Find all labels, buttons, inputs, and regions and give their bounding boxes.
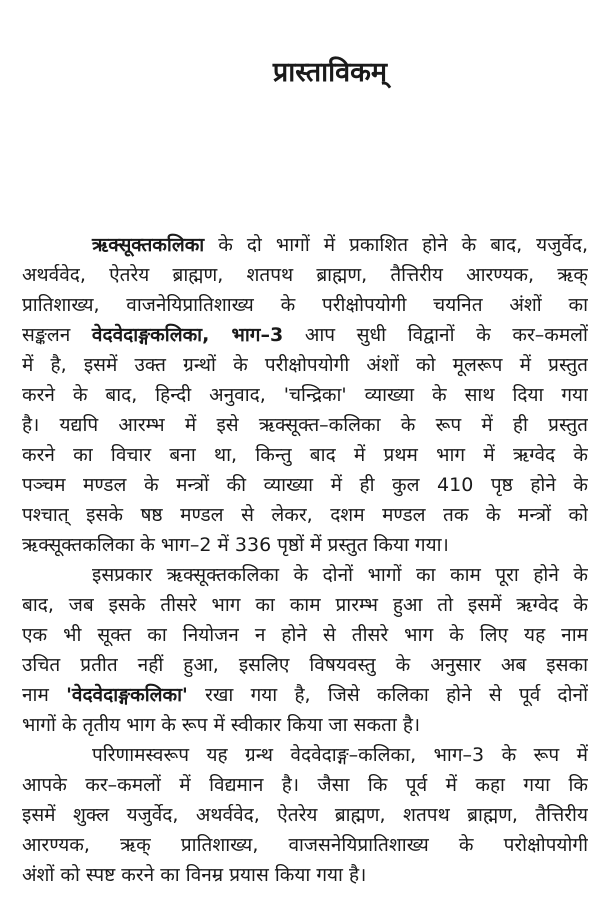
text-line xyxy=(22,500,588,530)
text-line xyxy=(22,290,588,320)
text-line xyxy=(22,560,588,590)
text-segment: आरण्यक, ऋक् प्रातिशाख्य, वाजसनेयिप्रातिशाख्य के परोक्षोपयोगी xyxy=(22,834,588,856)
text-segment: इसमें शुक्ल यजुर्वेद, अथर्ववेद, ऐतरेय ब्राह्मण, शतपथ ब्राह्मण, तैत्तिरीय xyxy=(22,804,588,826)
text-segment: आप सुधी विद्वानों के कर–कमलों xyxy=(283,324,588,346)
text-segment: पश्चात् इसके षष्ठ मण्डल से लेकर, दशम मण्डल तक के मन्त्रों को xyxy=(22,504,588,526)
text-line xyxy=(22,350,588,380)
text-line xyxy=(22,830,588,860)
text-line xyxy=(22,710,588,740)
text-segment: में है, इसमें उक्त ग्रन्थों के परीक्षोपयोगी अंशों को मूलरूप में प्रस्तुत xyxy=(22,354,588,376)
text-segment: ऋक्सूक्तकलिका के भाग–2 में 336 पृष्ठों में प्रस्तुत किया गया। xyxy=(22,534,449,556)
page-title: प्रास्ताविकम् xyxy=(272,57,388,88)
text-segment: सङ्कलन xyxy=(22,324,92,346)
document-body xyxy=(22,230,588,890)
text-line xyxy=(22,770,588,800)
text-line xyxy=(22,860,588,890)
text-segment: पञ्चम मण्डल के मन्त्रों की व्याख्या में ही कुल 410 पृष्ठ होने के xyxy=(22,474,588,496)
text-line xyxy=(22,230,588,260)
text-segment: आपके कर–कमलों में विद्यमान है। जैसा कि पूर्व में कहा गया कि xyxy=(22,774,588,796)
text-line xyxy=(22,470,588,500)
text-line xyxy=(22,650,588,680)
text-segment: उचित प्रतीत नहीं हुआ, इसलिए विषयवस्तु के अनुसार अब इसका xyxy=(22,654,588,676)
text-segment: है। यद्यपि आरम्भ में इसे ऋक्सूक्त–कलिका के रूप में ही प्रस्तुत xyxy=(22,414,588,436)
text-segment: नाम xyxy=(22,684,67,706)
text-segment: रखा गया है, जिसे कलिका होने से पूर्व दोनों xyxy=(187,684,588,706)
bold-text-segment: ऋक्सूक्तकलिका xyxy=(92,234,205,256)
bold-text-segment: वेदवेदाङ्गकलिका, भाग–3 xyxy=(91,324,284,346)
text-segment: के दो भागों में प्रकाशित होने के बाद, यजुर्वेद, xyxy=(204,234,588,256)
text-segment: अंशों को स्पष्ट करने का विनम्र प्रयास किया गया है। xyxy=(22,864,367,886)
text-line xyxy=(22,800,588,830)
text-segment: इसप्रकार ऋक्सूक्तकलिका के दोनों भागों का काम पूरा होने के xyxy=(92,564,588,586)
text-line xyxy=(22,410,588,440)
text-line xyxy=(22,590,588,620)
text-segment: परिणामस्वरूप यह ग्रन्थ वेदवेदाङ्ग–कलिका, भाग–3 के रूप में xyxy=(92,744,588,766)
text-segment: प्रातिशाख्य, वाजनेयिप्रातिशाख्य के परीक्षोपयोगी चयनित अंशों का xyxy=(22,294,588,316)
text-line xyxy=(22,320,588,350)
text-line xyxy=(22,440,588,470)
text-line xyxy=(22,740,588,770)
bold-text-segment: 'वेदवेदाङ्गकलिका' xyxy=(66,684,188,706)
text-segment: करने का विचार बना था, किन्तु बाद में प्रथम भाग में ऋग्वेद के xyxy=(22,444,588,466)
text-line xyxy=(22,620,588,650)
text-segment: करने के बाद, हिन्दी अनुवाद, 'चन्द्रिका' व्याख्या के साथ दिया गया xyxy=(22,384,588,406)
text-line xyxy=(22,260,588,290)
text-line xyxy=(22,680,588,710)
text-segment: बाद, जब इसके तीसरे भाग का काम प्रारम्भ हुआ तो इसमें ऋग्वेद के xyxy=(22,594,588,616)
text-line xyxy=(22,530,588,560)
text-segment: अथर्ववेद, ऐतरेय ब्राह्मण, शतपथ ब्राह्मण, तैत्तिरीय आरण्यक, ऋक् xyxy=(22,264,588,286)
text-segment: एक भी सूक्त का नियोजन न होने से तीसरे भाग के लिए यह नाम xyxy=(22,624,588,646)
text-segment: भागों के तृतीय भाग के रूप में स्वीकार किया जा सकता है। xyxy=(22,714,421,736)
text-line xyxy=(22,380,588,410)
